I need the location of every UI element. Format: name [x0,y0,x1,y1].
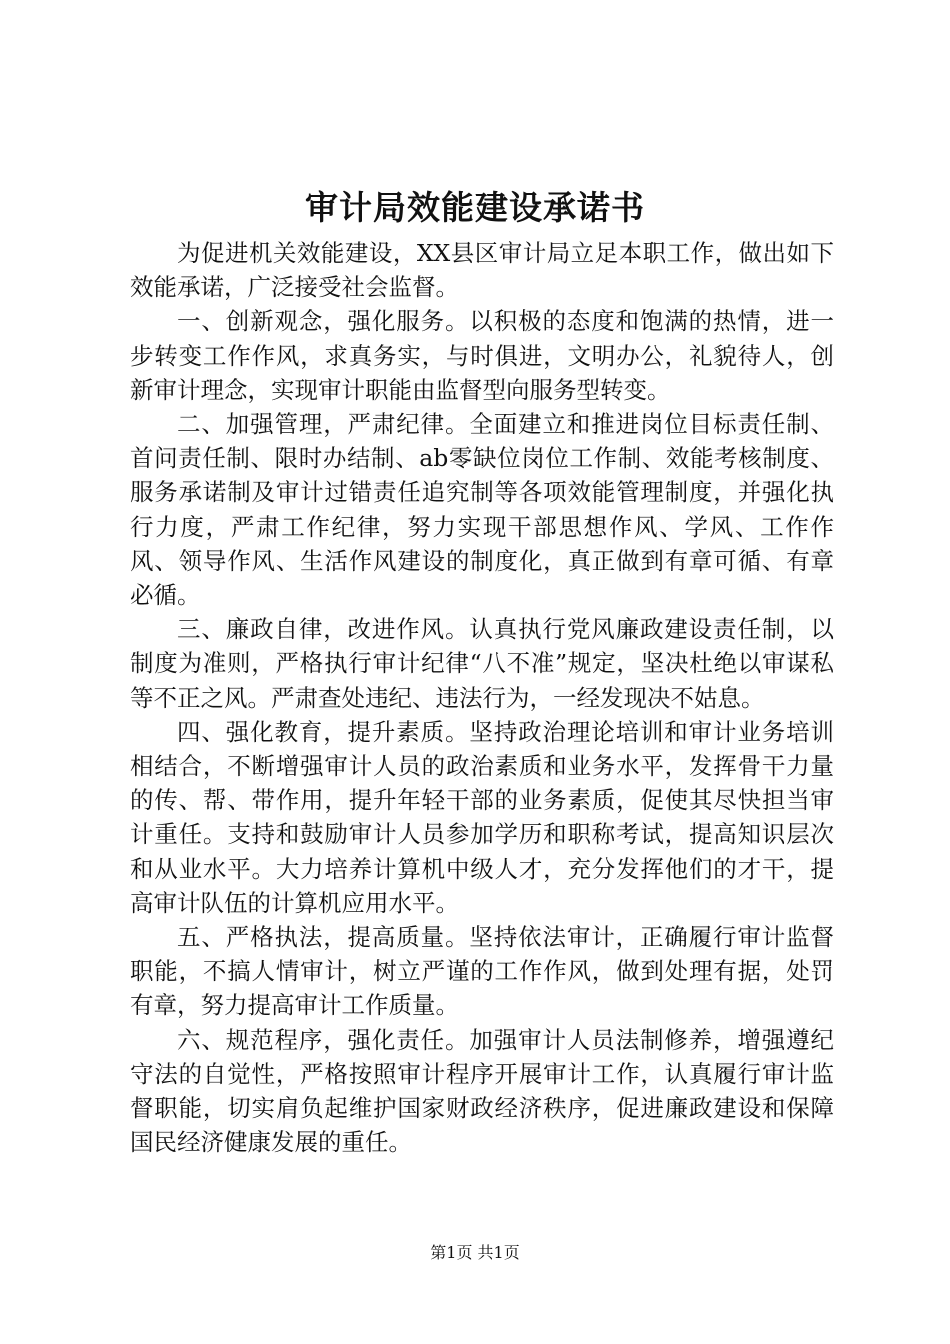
paragraph-intro: 为促进机关效能建设，XX县区审计局立足本职工作，做出如下效能承诺，广泛接受社会监督。 [130,239,834,302]
document-body [130,236,834,1159]
paragraph-1: 一、创新观念，强化服务。以积极的态度和饱满的热情，进一步转变工作作风，求真务实，与时俱进，文明办公，礼貌待人，创新审计理念，实现审计职能由监督型向服务型转变。 [130,307,834,404]
paragraph-2: 二、加强管理，严肃纪律。全面建立和推进岗位目标责任制、首问责任制、限时办结制、ab零缺位岗位工作制、效能考核制度、服务承诺制及审计过错责任追究制等各项效能管理制度，并强化执行力度，严肃工作纪律，努力实现干部思想作风、学风、工作作风、领导作风、生活作风建设的制度化，真正做到有章可循、有章必循。 [130,410,834,610]
document-title: 审计局效能建设承诺书 [305,188,645,227]
paragraph-6: 六、规范程序，强化责任。加强审计人员法制修养，增强遵纪守法的自觉性，严格按照审计程序开展审计工作，认真履行审计监督职能，切实肩负起维护国家财政经济秩序，促进廉政建设和保障国民经济健康发展的重任。 [130,1025,834,1157]
paragraph-5: 五、严格执法，提高质量。坚持依法审计，正确履行审计监督职能，不搞人情审计，树立严谨的工作作风，做到处理有据，处罚有章，努力提高审计工作质量。 [130,923,834,1020]
paragraph-3: 三、廉政自律，改进作风。认真执行党风廉政建设责任制，以制度为准则，严格执行审计纪律“八不准”规定，坚决杜绝以审谋私等不正之风。严肃查处违纪、违法行为，一经发现决不姑息。 [130,615,834,712]
page-number-footer: 第1页 共1页 [430,1243,520,1262]
paragraph-4: 四、强化教育，提升素质。坚持政治理论培训和审计业务培训相结合，不断增强审计人员的政治素质和业务水平，发挥骨干力量的传、帮、带作用，提升年轻干部的业务素质，促使其尽快担当审计重任。支持和鼓励审计人员参加学历和职称考试，提高知识层次和从业水平。大力培养计算机中级人才，充分发挥他们的才干，提高审计队伍的计算机应用水平。 [130,717,834,917]
